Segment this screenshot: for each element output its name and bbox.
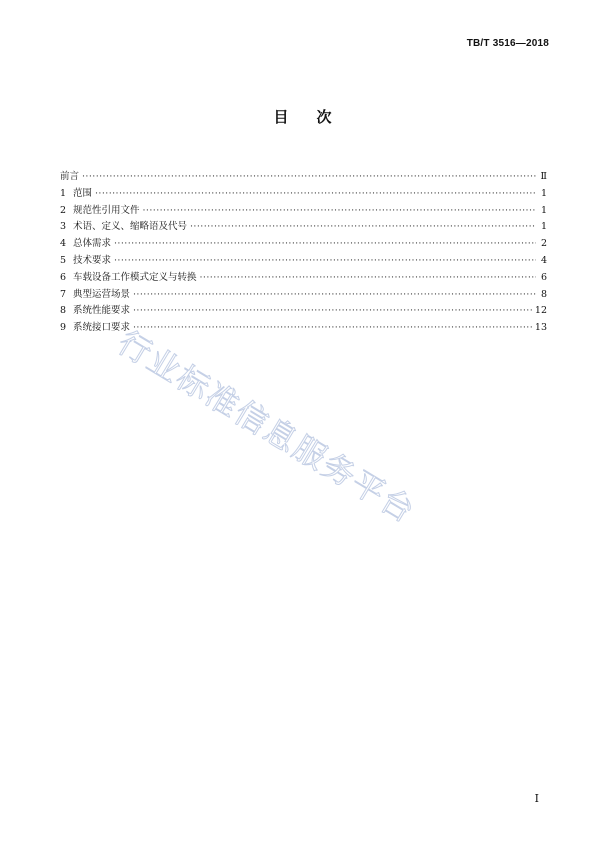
toc-entry-number: 4 [60,238,67,250]
toc-leader-dots [200,270,536,287]
page-title [0,106,605,127]
toc-entry-3[interactable] [60,219,547,236]
toc-leader-dots [143,203,536,220]
toc-leader-dots [133,303,532,320]
toc-entry-1[interactable] [60,186,547,203]
toc-entry-5[interactable] [60,253,547,270]
toc-entry-4[interactable] [60,236,547,253]
toc-entry-page: 6 [540,271,547,283]
document-code: TB/T 3516—2018 [466,38,549,49]
toc-entry-8[interactable] [60,303,547,320]
toc-entry-number: 3 [60,221,67,233]
toc-entry-number: 6 [60,271,67,283]
page-number: Ⅰ [534,792,539,805]
toc-entry-label: 总体需求 [73,238,112,250]
toc-entry-number: 1 [60,187,67,199]
toc-entry-page: 12 [534,305,547,317]
toc-entry-page: 1 [540,204,547,216]
toc-leader-dots [114,236,536,253]
toc-entry-label: 车载设备工作模式定义与转换 [73,271,197,283]
toc-entry-number: 5 [60,254,67,266]
toc-entry-label: 术语、定义、缩略语及代号 [73,221,188,233]
toc-leader-dots [82,169,536,186]
toc-entry-label: 典型运营场景 [73,288,131,300]
toc-entry-page: Ⅱ [540,171,547,182]
watermark: 行业标准信息服务平台 [111,323,423,531]
toc-entry-page: 1 [540,187,547,199]
toc-entry-9[interactable] [60,320,547,337]
toc-leader-dots [190,219,536,236]
toc-entry-page: 13 [534,322,547,334]
toc-entry-page: 2 [540,238,547,250]
toc-entry-page: 1 [540,221,547,233]
toc-entry-2[interactable] [60,203,547,220]
toc-entry-number: 7 [60,288,67,300]
toc-entry-label: 系统性能要求 [73,305,131,317]
toc-entry-label: 前言 [60,171,80,182]
table-of-contents [60,169,547,337]
title-char-1: 目 [273,108,289,126]
toc-leader-dots [95,186,536,203]
toc-entry-number: 9 [60,322,67,334]
toc-entry-label: 技术要求 [73,254,112,266]
toc-entry-6[interactable] [60,270,547,287]
toc-entry-7[interactable] [60,287,547,304]
toc-entry-page: 8 [540,288,547,300]
toc-leader-dots [133,287,536,304]
toc-entry-number: 2 [60,204,67,216]
toc-leader-dots [114,253,536,270]
toc-leader-dots [133,320,532,337]
toc-entry-label: 规范性引用文件 [73,204,140,216]
title-char-2: 次 [316,108,332,126]
toc-entry-foreword[interactable] [60,169,547,186]
toc-entry-number: 8 [60,305,67,317]
toc-entry-page: 4 [540,254,547,266]
toc-entry-label: 系统接口要求 [73,322,131,334]
toc-entry-label: 范围 [73,187,93,199]
